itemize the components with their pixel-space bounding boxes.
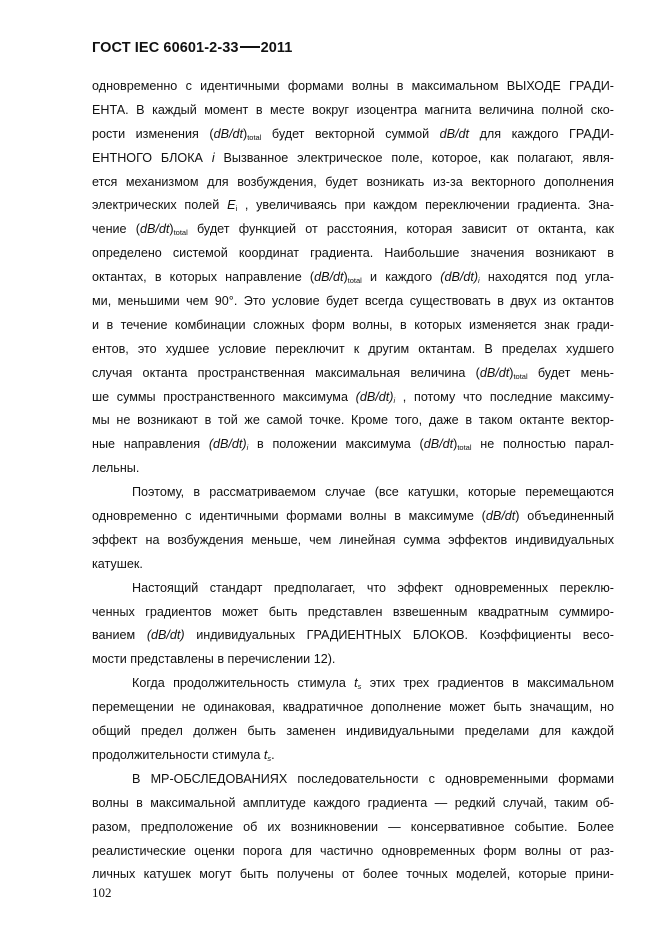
text-line: мы не возникают в той же самой точке. Кроме того, даже в таком октанте вектор- — [92, 413, 614, 428]
text-line: ные направления $(dB/dt)_i$ в положении максимума $(dB/dt)_{total}$ не полностью парал- — [92, 437, 614, 453]
text-line: Настоящий стандарт предполагает, что эффект одновременных переклю- — [132, 580, 614, 595]
text-line: Поэтому, в рассматриваемом случае (все катушки, которые перемещаются — [132, 485, 614, 500]
text-line: ше суммы пространственного максимума $(dB/dt)_i$ , потому что последние максиму- — [92, 389, 614, 405]
text-line: и в течение комбинации сложных форм волны, в которых изменяется знак гради- — [92, 317, 614, 332]
text-line: ми, меньшими чем 90°. Это условие будет всегда существовать в двух из октантов — [92, 294, 614, 309]
text-line: продолжительности стимула $t_s$. — [92, 747, 275, 763]
text-line: рости изменения $(dB/dt)_{total}$ будет векторной суммой dB/dt для каждого ГРАДИ- — [92, 126, 614, 142]
text-line: определено системой координат градиента. Наибольшие значения возникают в — [92, 246, 614, 261]
text-line: октантах, в которых направление $(dB/dt)_{total}$ и каждого $(dB/dt)_i$ находятся под угла- — [92, 270, 614, 286]
text-line: ется механизмом для возбуждения, будет возникать из-за векторного дополнения — [92, 174, 614, 189]
text-line: электрических полей $E_i$ , увеличиваясь при каждом переключении градиента. Зна- — [92, 198, 614, 214]
text-line: разом, предположение об их возникновении — консервативное событие. Более — [92, 819, 614, 834]
text-line: мости представлены в перечислении 12). — [92, 652, 336, 667]
text-line: случая октанта пространственная максимальная величина $(dB/dt)_{total}$ будет мень- — [92, 365, 614, 381]
text-line: чение $(dB/dt)_{total}$ будет функцией от расстояния, которая зависит от октанта, как — [92, 222, 614, 238]
text-line: Когда продолжительность стимула $t_s$ этих трех градиентов в максимальном — [132, 676, 614, 692]
text-line: одновременно с идентичными формами волны в максимуме (dB/dt) объединенный — [92, 509, 614, 524]
text-line: волны в максимальной амплитуде каждого градиента — редкий случай, таким об- — [92, 795, 614, 810]
text-line: ченных градиентов может быть представлен взвешенным квадратным суммиро- — [92, 604, 614, 619]
text-line: катушек. — [92, 556, 143, 571]
standard-code: ГОСТ IEC 60601-2-33 — [92, 40, 239, 56]
text-line: эффект на возбуждения меньше, чем линейная сумма эффектов индивидуальных — [92, 532, 614, 547]
text-line: общий предел должен быть заменен индивидуальными пределами для каждой — [92, 724, 614, 739]
standard-year: 2011 — [260, 40, 293, 56]
text-line: реалистические оценки порога для частично одновременных форм волны от раз- — [92, 843, 614, 858]
header-dash — [240, 46, 260, 48]
text-line: одновременно с идентичными формами волны в максимальном ВЫХОДЕ ГРАДИ- — [92, 79, 614, 93]
body-text — [92, 75, 614, 887]
page-number: 102 — [92, 885, 112, 900]
document-header — [92, 40, 292, 56]
text-line: ванием (dB/dt) индивидуальных ГРАДИЕНТНЫХ БЛОКОВ. Коэффициенты весо- — [92, 628, 614, 643]
text-line: В МР-ОБСЛЕДОВАНИЯХ последовательности с одновременными формами — [132, 771, 614, 786]
text-line: ЕНТНОГО БЛОКА i Вызванное электрическое поле, которое, как полагают, явля- — [92, 150, 615, 165]
text-line: перемещении не одинаковая, квадратичное дополнение может быть значащим, но — [92, 700, 614, 715]
text-line: лельны. — [92, 461, 140, 476]
text-line: ентов, это худшее условие переключит к другим октантам. В пределах худшего — [92, 341, 614, 356]
text-line: ЕНТА. В каждый момент в месте вокруг изоцентра магнита величина полной ско- — [92, 102, 614, 117]
text-line: личных катушек могут быть получены от более точных моделей, которые прини- — [92, 867, 614, 882]
